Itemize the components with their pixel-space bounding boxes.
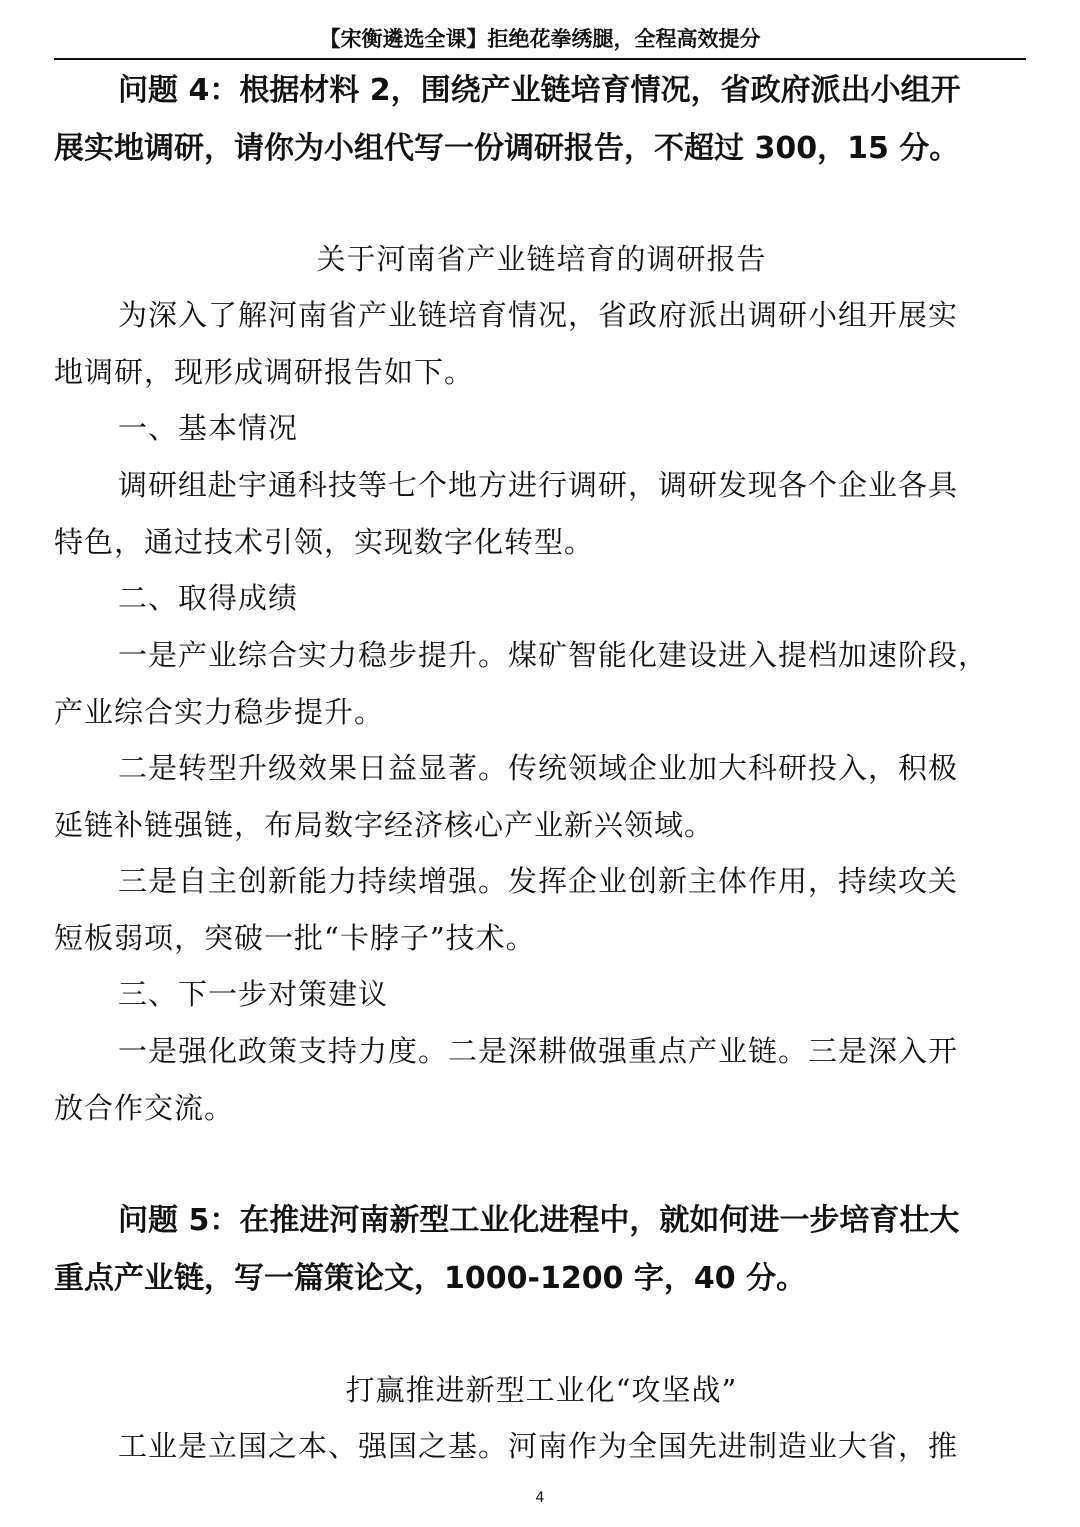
achievement-2-line-1: 二是转型升级效果日益显著。传统领域企业加大科研投入，积极: [118, 751, 959, 785]
question-4: [54, 62, 1029, 178]
page-number: 4: [535, 1490, 545, 1506]
question-4-line-1: 问题 4：根据材料 2，围绕产业链培育情况，省政府派出小组开: [118, 73, 961, 108]
question-4-line-2: 展实地调研，请你为小组代写一份调研报告，不超过 300，15 分。: [54, 131, 960, 166]
basic-situation-line-1: 调研组赴宇通科技等七个地方进行调研，调研发现各个企业各具: [118, 468, 959, 502]
question-5-line-1: 问题 5：在推进河南新型工业化进程中，就如何进一步培育壮大: [118, 1203, 960, 1238]
achievement-paragraph-2: [54, 740, 1029, 853]
essay-opening-paragraph: [54, 1418, 1029, 1475]
achievement-1-line-1: 一是产业综合实力稳步提升。煤矿智能化建设进入提档加速阶段，: [118, 638, 989, 672]
essay-title: 打赢推进新型工业化“攻坚战”: [345, 1373, 738, 1407]
achievement-3-line-1: 三是自主创新能力持续增强。发挥企业创新主体作用，持续攻关: [118, 864, 959, 898]
section-1-heading-text: 一、基本情况: [118, 411, 299, 445]
basic-situation-paragraph: [54, 457, 1029, 570]
section-3-heading-text: 三、下一步对策建议: [118, 977, 389, 1011]
achievement-paragraph-1: [54, 627, 1029, 740]
section-2-heading-text: 二、取得成绩: [118, 581, 299, 615]
report-intro-line-1: 为深入了解河南省产业链培育情况，省政府派出调研小组开展实: [118, 298, 959, 332]
achievement-paragraph-3: [54, 853, 1029, 966]
question-5: [54, 1192, 1029, 1308]
essay-opening-line: 工业是立国之本、强国之基。河南作为全国先进制造业大省，推: [118, 1429, 959, 1463]
page-header: 【宋衡遴选全课】拒绝花拳绣腿，全程高效提分: [54, 24, 1026, 60]
achievement-2-line-2: 延链补链强链，布局数字经济核心产业新兴领域。: [54, 807, 715, 842]
report-intro-line-2: 地调研，现形成调研报告如下。: [54, 354, 475, 389]
section-2-heading: [54, 570, 1029, 627]
question-5-line-2: 重点产业链，写一篇策论文，1000-1200 字，40 分。: [54, 1261, 807, 1296]
suggestions-paragraph: [54, 1023, 1029, 1136]
achievement-3-line-2: 短板弱项，突破一批“卡脖子”技术。: [54, 920, 536, 955]
section-1-heading: [54, 400, 1029, 457]
report-title: 关于河南省产业链培育的调研报告: [316, 242, 767, 276]
suggestions-line-2: 放合作交流。: [54, 1090, 235, 1125]
suggestions-line-1: 一是强化政策支持力度。二是深耕做强重点产业链。三是深入开: [118, 1034, 959, 1068]
achievement-1-line-2: 产业综合实力稳步提升。: [54, 694, 385, 729]
report-intro-paragraph: [54, 287, 1029, 400]
basic-situation-line-2: 特色，通过技术引领，实现数字化转型。: [54, 524, 595, 559]
section-3-heading: [54, 966, 1029, 1023]
